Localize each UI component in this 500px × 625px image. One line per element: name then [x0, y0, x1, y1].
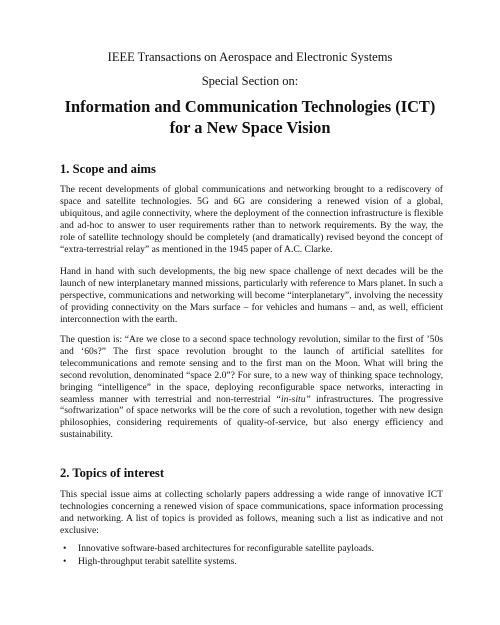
bullet-icon: •: [63, 543, 67, 554]
scope-paragraph-3-text-a: The question is: “Are we close to a second space technology revolution, similar to the first of ’50s and ‘60s?” The first space revolution brought to the launch of artificial satellites for telecommunications and remote sensing and to the first man on the Moon. What will bring the second revolution, denominated “space 2.0”? For sure, to a new way of thinking space technology, bringing “intelligence” in the space, deploying reconfigurable space networks, interacting in seamless manner with terrestrial and non-terrestrial: [60, 334, 443, 405]
scope-paragraph-1: The recent developments of global communications and networking brought to a rediscovery of space and satellite technologies. 5G and 6G are considering a renewed vision of a global, ubiquitous, and agile connectivity, where the deployment of the connection infrastructure is flexible and ad-hoc to answer to user requirements rather than to network requirements. By the way, the role of satellite technology should be completely (and dramatically) revised beyond the concept of “extra-terrestrial relay” as mentioned in the 1945 paper of A.C. Clarke.: [60, 184, 444, 255]
in-situ-term: “in-situ”: [275, 393, 311, 405]
scope-paragraph-3-text-b: infrastructures. The progressive “softwarization” of space networks will be the core of such a revolution, together with new design philosophies, considering requirements of quality-of-service, but also energy efficiency and sustainability.: [60, 393, 443, 441]
scope-paragraph-3: [60, 334, 443, 441]
section-heading-scope: 1. Scope and aims: [60, 162, 156, 176]
scope-paragraph-2: Hand in hand with such developments, the big new space challenge of next decades will be the launch of new interplanetary manned missions, particularly with reference to Mars planet. In such a perspective, communications and networking will become “interplanetary”, involving the necessity of providing connectivity on the Mars surface – for vehicles and humans – and, as well, efficient interconnection with the earth.: [60, 266, 443, 325]
list-item-text: High-throughput terabit satellite systems.: [78, 555, 237, 567]
list-item-text: Innovative software-based architectures for reconfigurable satellite payloads.: [78, 543, 374, 554]
list-item: [60, 543, 443, 556]
topics-list: [60, 543, 443, 568]
section-heading-topics: 2. Topics of interest: [60, 466, 165, 480]
special-section-label: Special Section on:: [201, 74, 299, 88]
topics-intro-paragraph: This special issue aims at collecting scholarly papers addressing a wide range of innovative ICT technologies concerning a renewed vision of space communications, space information processing and networking. A list of topics is provided as follows, meaning such a list as indicative and not exclusive:: [60, 489, 443, 536]
title-line-2: for a New Space Vision: [169, 118, 331, 137]
journal-name: IEEE Transactions on Aerospace and Electronic Systems: [107, 50, 393, 64]
bullet-icon: •: [63, 555, 67, 567]
title-line-1: Information and Communication Technologies (ICT): [64, 97, 436, 116]
list-item: [60, 556, 443, 569]
